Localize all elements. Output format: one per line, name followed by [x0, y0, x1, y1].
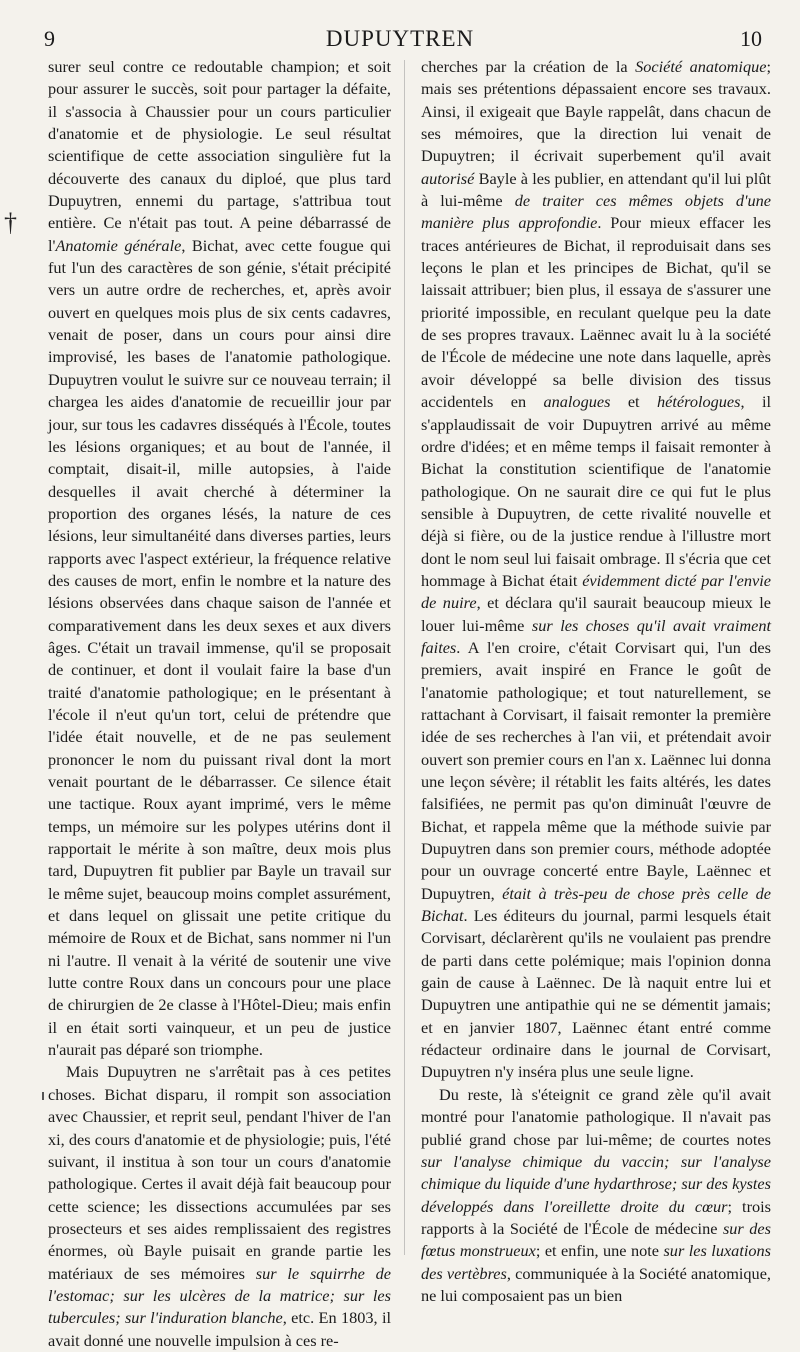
text-run: . A l'en croire, c'était Corvisart qui, l'un des premiers, avait inspiré en France le goût de l'anatomie pathologique; et tout naturellement, se rattachant à Corvisart, il faisait remonter la première idée de ses recherches à l'an vii, et prétendait avoir ouvert son premier cours en l'an x. Laënnec lui donna une leçon sévère; il rétablit les faits altérés, les dates falsifiées, ne permit pas qu'on diminuât l'œuvre de Bichat, et rappela même que la méthode suivie par Dupuytren dans son premier cours, méthode adoptée pour un ouvrage concerté entre Bayle, Laënnec et Dupuytren, — [421, 637, 771, 903]
text-run: , etc. En 1803, il avait donné une nouvelle impulsion à ces re- — [48, 1308, 391, 1350]
right-column — [421, 56, 771, 1305]
italic-run: était à très-peu de chose près celle de Bichat — [421, 883, 771, 926]
text-run: Mais Dupuytren ne s'arrêtait pas à ces petites choses. Bichat disparu, il rompit son association avec Chaussier, et reprit seul, pendant l'hiver de l'an xi, des cours d'anatomie et de physiologie; puis, l'été suivant, il institua à son tour un cours d'anatomie pathologique. Certes il avait déjà fait beaucoup pour cette science; les dissections accumulées par ses prosecteurs et ses aides remplissaient des registres énormes, où Bayle puisait en grande partie les matériaux de ses mémoires — [48, 1062, 391, 1283]
text-run: Du reste, là s'éteignit ce grand zèle qu'il avait montré pour l'anatomie pathologique. Il n'avait pas publié grand chose par lui-même; de courtes notes — [421, 1084, 771, 1149]
italic-run: sur l'analyse chimique du vaccin; sur l'analyse chimique du liquide d'une hydarthrose; sur des kystes développés dans l'oreillette droite du cœur — [421, 1151, 771, 1216]
italic-run: sur des fœtus monstrueux — [421, 1218, 771, 1261]
margin-annotation-mark: † — [4, 208, 17, 237]
left-paragraph-2 — [48, 1061, 391, 1351]
text-run: cherches par la création de la — [421, 57, 636, 76]
text-run: ; trois rapports à la Société de l'École de médecine — [421, 1196, 771, 1238]
text-run: , Bichat, avec cette fougue qui fut l'un des caractères de son génie, s'était précipité vers un autre ordre de recherches, et, après avoir ouvert en quelques mois plus de six cents cadavres, venait de poser, dans un cours pour ainsi dire improvisé, les bases de l'anatomie pathologique. Dupuytren voulut le suivre sur ce nouveau terrain; il chargea les aides d'anatomie de recueillir jour par jour, sur tous les cadavres disséqués à l'École, toutes les lésions organiques; et au bout de l'année, il comptait, disait-il, mille autopsies, à l'aide desquelles il avait cherché à déterminer la proportion des organes lésés, la nature de ces lésions, leur simultanéité dans diverses parties, leurs rapports avec l'aspect extérieur, la fréquence relative des causes de mort, enfin le nombre et la nature des lésions observées dans chaque saison de l'année et comparativement dans les deux sexes et aux divers âges. C'était un travail immense, qu'il se proposait de continuer, et dont il voulait faire la base d'un traité d'anatomie pathologique; en le présentant à l'école il n'eut qu'un tort, celui de prétendre que l'idée était nouvelle, et de ne pas seulement prononcer le nom du puissant rival dont la mort venait pourtant de le débarrasser. Ce silence était une tactique. Roux ayant imprimé, vers le même temps, un mémoire sur les polypes utérins dont il rapportait le mérite à son maître, deux mois plus tard, Dupuytren fit publier par Bayle un travail sur le même sujet, beaucoup moins complet assurément, et dans lequel on glissait une petite critique du mémoire de Roux et de Bichat, sans nommer ni l'un ni l'autre. Il venait à la vérité de soutenir une vive lutte contre Roux dans un concours pour une place de chirurgien de 2e classe à l'Hôtel-Dieu; mais enfin il en était sorti vainqueur, et un peu de justice n'aurait pas déparé son triomphe. — [48, 235, 391, 1060]
left-column — [48, 56, 392, 1350]
italic-run: de traiter ces mêmes objets d'une manière plus approfondie — [421, 191, 771, 233]
italic-run: Anatomie générale — [55, 235, 182, 255]
page-header — [0, 24, 800, 54]
text-run: ; mais ses prétentions dépassaient encore ses travaux. Ainsi, il exigeait que Bayle rappelât, dans chacun de ses mémoires, que la direction lui venait de Dupuytren; il écrivait superbement qu'il avait — [421, 57, 771, 166]
left-paragraph-1 — [48, 56, 391, 1061]
running-title: DUPUYTREN — [325, 26, 475, 51]
italic-run: sur les choses qu'il avait vraiment faites — [421, 615, 771, 657]
italic-run: sur les luxations des vertèbres — [421, 1241, 771, 1283]
italic-run: autorisé — [421, 168, 475, 188]
italic-run: sur le squirrhe de l'estomac; sur les ulcères de la matrice; sur les tubercules; sur l'induration blanche — [48, 1263, 392, 1328]
text-run: ; et enfin, une note — [535, 1241, 664, 1261]
text-run: , et déclara qu'il saurait beaucoup mieux le louer lui-même — [421, 593, 771, 635]
text-run: , il s'applaudissait de voir Dupuytren arrivé au même ordre d'idées; et en même temps il faisait remonter à Bichat la constitution scientifique de l'anatomie pathologique. On ne saurait dire ce qui fut le plus sensible à Dupuytren, de cette rivalité nouvelle et déjà si fière, ou de la justice rendue à l'illustre mort dont le nom seul lui faisait ombrage. Il s'écria que cet hommage à Bichat était — [421, 392, 771, 590]
text-run: , communiquée à la Société anatomique, ne lui composaient pas un bien — [421, 1263, 771, 1305]
text-run: et — [610, 392, 657, 412]
text-run: . Pour mieux effacer les traces antérieures de Bichat, il reproduisait dans ses leçons le plan et les principes de Bichat, qu'il se laissait attribuer; bien plus, il essaya de s'assurer une priorité impossible, en reculant quelque peu la date de ses propres travaux. Laënnec avait lu à la société de l'École de médecine une note dans laquelle, après avoir développé sa belle division des tissus accidentels en — [421, 213, 771, 412]
column-divider — [404, 60, 405, 1255]
text-run: Bayle à les publier, en attendant qu'il lui plût à lui-même — [421, 168, 771, 211]
italic-run: hétérologues — [656, 392, 741, 412]
text-run: . Les éditeurs du journal, parmi lesquels était Corvisart, déclarèrent qu'ils ne voulaient pas prendre de parti dans cette polémique; mais l'opinion donna gain de cause à Laënnec. De là naquit entre lui et Dupuytren une antipathie qui ne se démentit jamais; et en janvier 1807, Laënnec étant entré comme rédacteur ordinaire dans le journal de Corvisart, Dupuytren n'y inséra plus une seule ligne. — [421, 906, 771, 1082]
italic-run: évidemment dicté par l'envie de nuire — [421, 570, 771, 613]
text-run: surer seul contre ce redoutable champion; et soit pour assurer le succès, soit pour partager la défaite, il s'associa à Chaussier pour un cours particulier d'anatomie et de physiologie. Le seul résultat scientifique de cette association singulière fut la découverte des canaux du diploé, que plus tard Dupuytren, ennemi du partage, s'attribua tout entière. Ce n'était pas tout. A peine débarrassé de l' — [48, 57, 391, 255]
margin-dot — [42, 1092, 44, 1100]
right-paragraph-2 — [421, 1084, 771, 1307]
right-paragraph-1 — [421, 56, 771, 1084]
page-number-left: 9 — [44, 26, 55, 51]
italic-run: analogues — [543, 392, 611, 412]
page-number-right: 10 — [740, 26, 762, 51]
italic-run: Société anatomique — [635, 57, 767, 76]
